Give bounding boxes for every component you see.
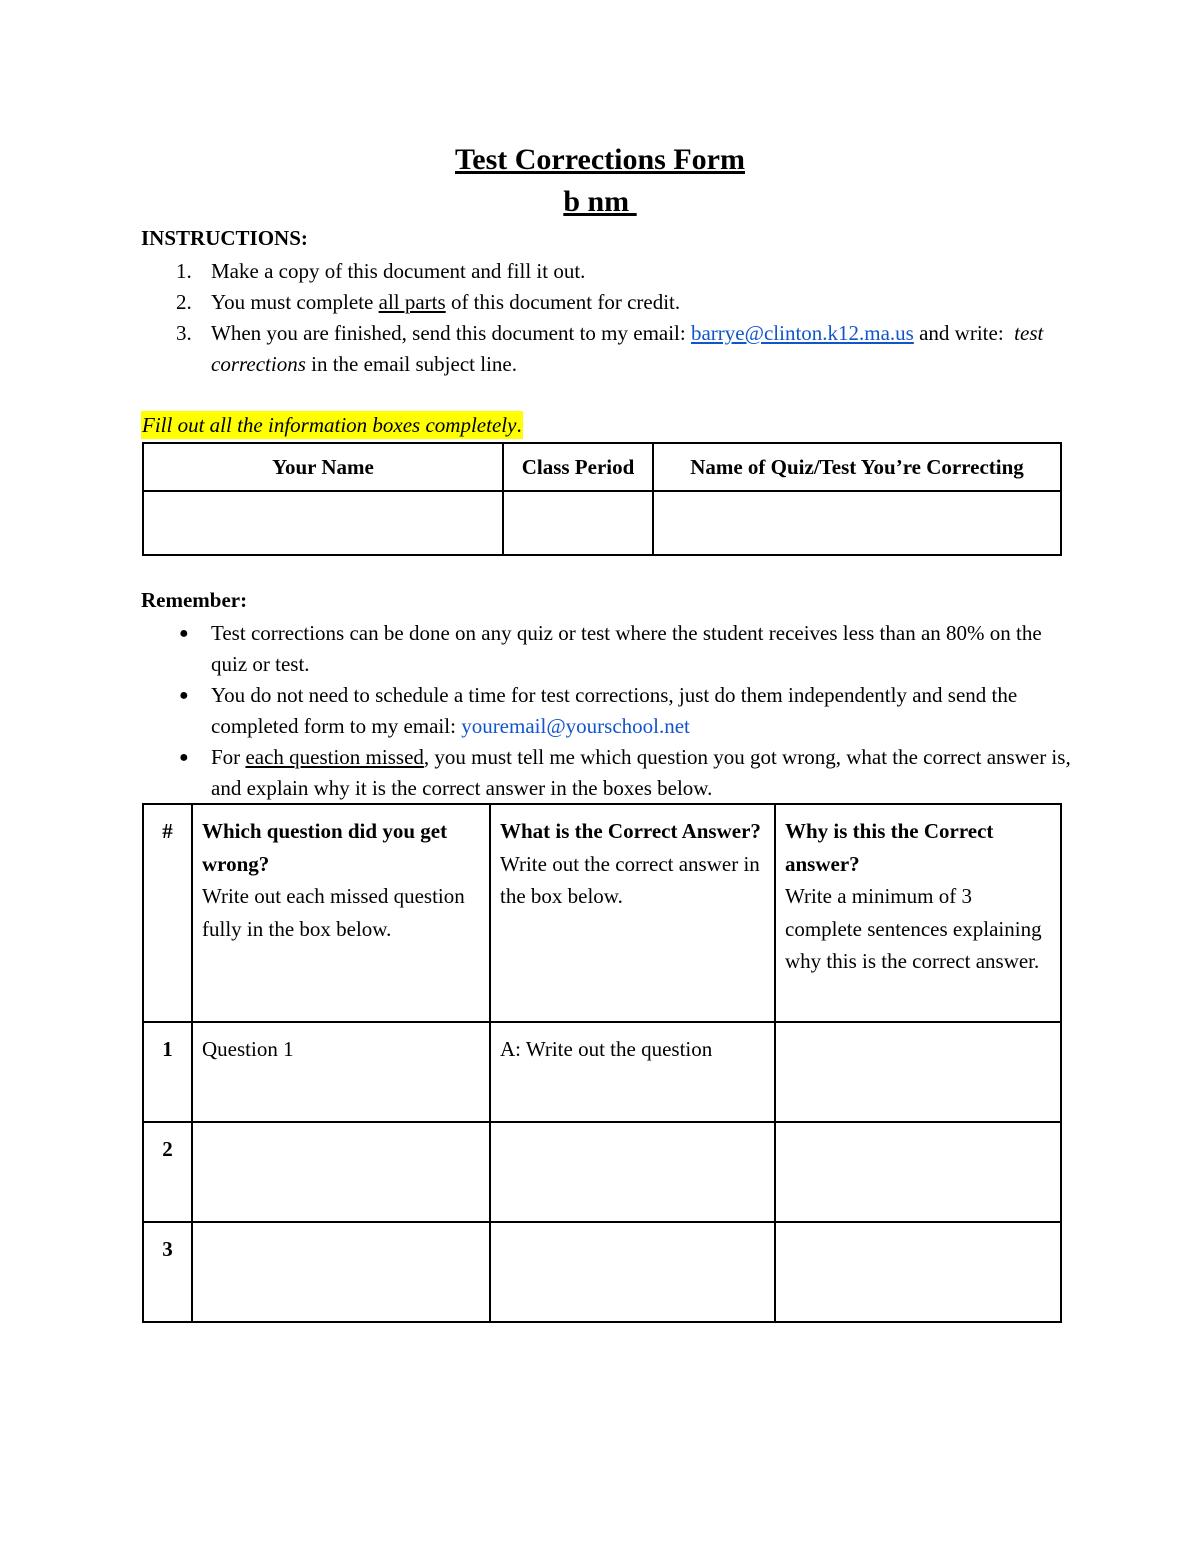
header-answer [490, 804, 775, 1022]
instruction-item [141, 318, 1071, 380]
corrections-table [142, 803, 1062, 1323]
submission-email-link[interactable]: youremail@yourschool.net [461, 714, 690, 738]
instruction-item [141, 256, 1071, 287]
remember-list [141, 618, 1071, 804]
info-table [142, 442, 1062, 556]
list-number: 1. [176, 259, 192, 283]
highlighted-instruction [141, 411, 523, 439]
row-number: 3 [143, 1222, 192, 1322]
header-class-period: Class Period [503, 443, 653, 491]
why-cell[interactable] [775, 1022, 1061, 1122]
header-question-desc: Write out each missed question fully in the box below. [202, 884, 465, 941]
header-your-name: Your Name [143, 443, 503, 491]
instructions-list [141, 256, 1071, 380]
answer-cell[interactable] [490, 1122, 775, 1222]
remember-item [141, 742, 1071, 804]
question-cell[interactable] [192, 1122, 490, 1222]
instruction-italic: test corrections [211, 321, 1044, 376]
instruction-underlined: all parts [378, 290, 446, 314]
remember-text: For [211, 745, 246, 769]
table-row [143, 1122, 1061, 1222]
bullet-icon: ● [179, 749, 189, 766]
teacher-email-link[interactable]: barrye@clinton.k12.ma.us [690, 321, 914, 345]
page-subtitle [0, 182, 1200, 222]
why-cell[interactable] [775, 1222, 1061, 1322]
answer-cell[interactable]: A: Write out the question [490, 1022, 775, 1122]
header-question-title: Which question did you get wrong? [202, 819, 448, 876]
corrections-header-row [143, 804, 1061, 1022]
answer-cell[interactable] [490, 1222, 775, 1322]
highlight-text: Fill out all the information boxes completely [142, 413, 517, 437]
remember-text: You do not need to schedule a time for test corrections, just do them independently and send the completed form to my email: [211, 683, 1018, 738]
remember-heading: Remember: [141, 588, 248, 612]
header-number: # [143, 804, 192, 1022]
highlight-period: . [516, 413, 522, 437]
bullet-icon: ● [179, 687, 189, 704]
instruction-text: and write: [913, 321, 1015, 345]
remember-item [141, 618, 1071, 680]
list-number: 3. [176, 321, 192, 345]
info-header-row [143, 443, 1061, 491]
header-why-desc: Write a minimum of 3 complete sentences explaining why this is the correct answer. [785, 884, 1042, 973]
subtitle-text: b nm [563, 185, 637, 218]
class-period-field[interactable] [503, 491, 653, 555]
remember-underlined: each question missed [245, 745, 424, 769]
remember-text: , you must tell me which question you got wrong, what the correct answer is, and explain why it is the correct answer in the boxes below. [211, 745, 1071, 800]
info-input-row [143, 491, 1061, 555]
quiz-name-field[interactable] [653, 491, 1061, 555]
instruction-item [141, 287, 1071, 318]
header-answer-desc: Write out the correct answer in the box below. [500, 851, 760, 908]
remember-text: Test corrections can be done on any quiz or test where the student receives less than an 80% on the quiz or test. [211, 621, 1042, 676]
row-number: 2 [143, 1122, 192, 1222]
instruction-text: When you are finished, send this document to my email: [211, 321, 691, 345]
instruction-text: Make a copy of this document and fill it out. [211, 259, 586, 283]
instruction-text: of this document for credit. [445, 290, 681, 314]
header-question [192, 804, 490, 1022]
header-quiz-name: Name of Quiz/Test You’re Correcting [653, 443, 1061, 491]
bullet-icon: ● [179, 625, 189, 642]
page-title: Test Corrections Form [455, 143, 745, 176]
list-number: 2. [176, 290, 192, 314]
question-cell[interactable]: Question 1 [192, 1022, 490, 1122]
header-answer-title: What is the Correct Answer? [500, 819, 761, 843]
header-why-title: Why is this the Correct answer? [785, 819, 994, 876]
instruction-text: in the email subject line. [305, 352, 517, 376]
your-name-field[interactable] [143, 491, 503, 555]
question-cell[interactable] [192, 1222, 490, 1322]
instruction-text: You must complete [211, 290, 379, 314]
table-row [143, 1022, 1061, 1122]
table-row [143, 1222, 1061, 1322]
remember-item [141, 680, 1071, 742]
why-cell[interactable] [775, 1122, 1061, 1222]
instructions-heading: INSTRUCTIONS: [141, 226, 308, 250]
row-number: 1 [143, 1022, 192, 1122]
header-why [775, 804, 1061, 1022]
